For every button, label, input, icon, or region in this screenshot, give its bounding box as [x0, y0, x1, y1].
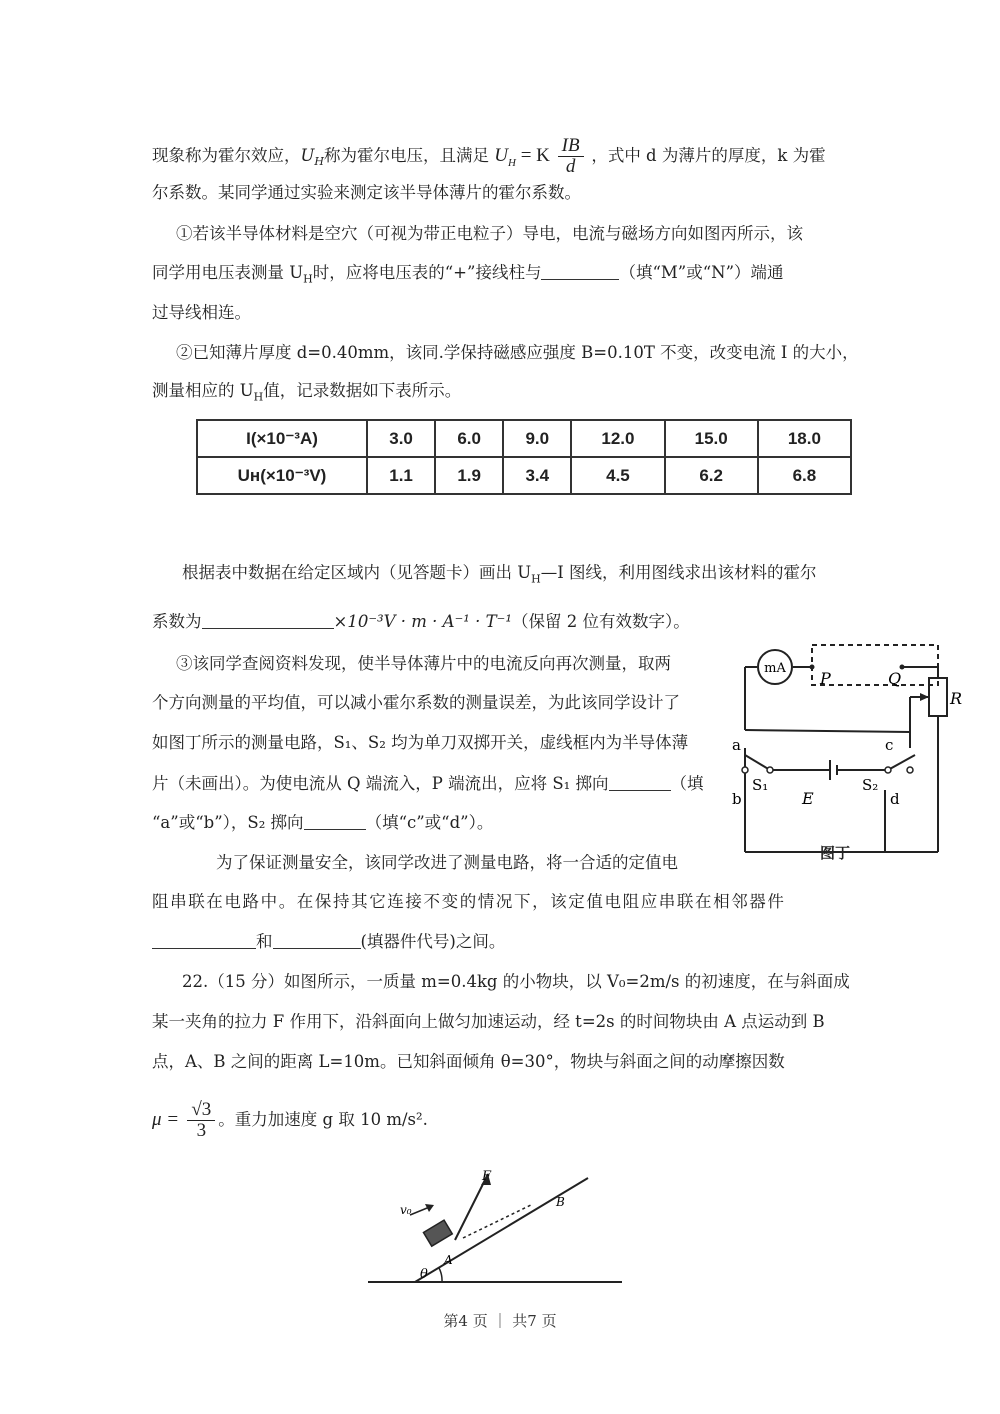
formula-denominator: d [565, 156, 576, 177]
problem-22-line: 某一夹角的拉力 F 作用下，沿斜面向上做匀加速运动，经 t=2s 的时间物块由 A 点运动到 B [152, 1012, 825, 1031]
text-segment: “a”或“b”），S₂ 掷向 [152, 813, 304, 832]
text-segment: 。重力加速度 g 取 10 m/s². [218, 1110, 428, 1129]
table-header-voltage: Uн(×10⁻³V) [197, 457, 367, 494]
table-row [197, 457, 851, 494]
text-segment: （填 [670, 774, 704, 793]
text-segment: （填“M”或“N”）端通 [619, 263, 784, 282]
table-cell: 1.1 [367, 457, 435, 494]
paragraph-hall-definition [152, 136, 826, 177]
answer-blank-component-1[interactable] [152, 932, 256, 949]
text-segment: ，式中 d 为薄片的厚度，k 为霍 [591, 145, 826, 165]
label-d: d [890, 790, 900, 808]
text-segment: 现象称为霍尔效应， [152, 145, 301, 165]
subscript: H [531, 572, 541, 586]
answer-blank-component-2[interactable] [273, 932, 361, 949]
text-segment: 时，应将电压表的“+”接线柱与 [312, 263, 542, 282]
formula-fraction [558, 136, 584, 177]
symbol-uh: U [300, 145, 315, 165]
text-segment: 根据表中数据在给定区域内（见答题卡）画出 U [182, 563, 532, 582]
meter-label: mA [764, 661, 786, 676]
table-cell: 12.0 [571, 420, 664, 457]
label-R: R [950, 689, 963, 708]
problem-22-line: 22.（15 分）如图所示，一质量 m=0.4kg 的小物块，以 V₀=2m/s 的初速度，在与斜面成 [182, 972, 850, 991]
text-segment: 称为霍尔电压，且满足 [324, 145, 489, 165]
subscript: H [253, 390, 264, 404]
hall-formula [494, 135, 591, 177]
question-2-line [152, 612, 690, 632]
text-segment: 同学用电压表测量 U [152, 263, 304, 282]
label-S2: S₂ [862, 776, 879, 794]
label-E: E [802, 789, 814, 808]
text-segment: 和 [256, 932, 273, 951]
label-F: F [482, 1169, 492, 1184]
table-cell: 15.0 [665, 420, 758, 457]
block [423, 1220, 452, 1246]
slider-arrow-icon [920, 693, 929, 701]
measurement-table [196, 419, 852, 495]
text-segment: 系数为 [152, 612, 202, 631]
table-header-current: I(×10⁻³A) [197, 420, 367, 457]
incline-diagram [360, 1160, 630, 1286]
question-3-line: ③该同学查阅资料发现，使半导体薄片中的电流反向再次测量，取两 [176, 654, 671, 673]
answer-blank-terminal[interactable] [541, 263, 619, 280]
figure-caption: 图丁 [820, 844, 851, 862]
question-3-line: 个方向测量的平均值，可以减小霍尔系数的测量误差，为此该同学设计了 [152, 693, 680, 712]
label-S1: S₁ [752, 776, 769, 794]
question-1-line: ①若该半导体材料是空穴（可视为带正电粒子）导电，电流与磁场方向如图丙所示，该 [176, 224, 803, 243]
mu-fraction [187, 1100, 215, 1141]
answer-blank-s2[interactable] [304, 813, 366, 830]
text-segment: （保留 2 位有效数字）。 [511, 612, 690, 631]
table-cell: 3.0 [367, 420, 435, 457]
table-cell: 1.9 [435, 457, 503, 494]
question-2-line [182, 563, 817, 589]
table-cell: 6.8 [758, 457, 851, 494]
problem-22-line [152, 1100, 428, 1141]
text-segment: 值，记录数据如下表所示。 [263, 381, 462, 400]
question-2-line: ②已知薄片厚度 d=0.40mm，该同.学保持磁感应强度 B=0.10T 不变，改变电流 I 的大小， [176, 343, 859, 362]
label-B: B [556, 1195, 565, 1209]
paragraph-line: 尔系数。某同学通过实验来测定该半导体薄片的霍尔系数。 [152, 183, 581, 202]
label-c: c [885, 736, 894, 754]
text-segment: —I 图线，利用图线求出该材料的霍尔 [540, 563, 817, 582]
table-cell: 18.0 [758, 420, 851, 457]
subscript: H [314, 155, 324, 169]
table-cell: 9.0 [503, 420, 571, 457]
mu-numerator: √3 [187, 1100, 215, 1121]
formula-eq: = K [520, 144, 550, 166]
question-4-line: 为了保证测量安全，该同学改进了测量电路，将一合适的定值电 [216, 853, 678, 872]
formula-lhs-sub: H [507, 156, 516, 169]
question-2-line [152, 381, 461, 407]
table-cell: 6.2 [665, 457, 758, 494]
text-segment: (填器件代号)之间。 [360, 932, 506, 951]
table-cell: 4.5 [571, 457, 664, 494]
question-3-line: 如图丁所示的测量电路，S₁、S₂ 均为单刀双掷开关，虚线框内为半导体薄 [152, 733, 689, 752]
label-b: b [732, 790, 742, 808]
semiconductor-box [812, 645, 938, 685]
mu-denominator: 3 [196, 1120, 207, 1141]
formula-lhs: U [494, 144, 508, 166]
problem-22-line: 点，A、B 之间的距离 L=10m。已知斜面倾角 θ=30°，物块与斜面之间的动摩擦因数 [152, 1052, 785, 1071]
text-segment: 测量相应的 U [152, 381, 254, 400]
question-3-line [152, 813, 493, 833]
circuit-diagram [720, 640, 970, 870]
subscript: H [303, 272, 313, 286]
answer-blank-hall-coefficient[interactable] [202, 612, 334, 629]
label-Q: Q [888, 669, 902, 688]
text-segment: 片（未画出）。为使电流从 Q 端流入，P 端流出，应将 S₁ 掷向 [152, 774, 609, 793]
label-a: a [732, 736, 741, 754]
label-P: P [820, 669, 831, 688]
answer-blank-s1[interactable] [609, 774, 671, 791]
question-4-line [152, 932, 505, 952]
formula-numerator: IB [558, 136, 584, 157]
label-theta: θ [420, 1267, 428, 1282]
table-row [197, 420, 851, 457]
page-footer: 第4 页 ｜ 共7 页 [443, 1312, 557, 1330]
mu-symbol: μ = [152, 1109, 180, 1130]
table-cell: 6.0 [435, 420, 503, 457]
question-4-line: 阻串联在电路中。在保持其它连接不变的情况下，该定值电阻应串联在相邻器件 [152, 892, 786, 911]
label-A: A [444, 1253, 453, 1267]
unit-text: ×10⁻³V · m · A⁻¹ · T⁻¹ [333, 612, 512, 631]
question-1-line [152, 263, 784, 289]
question-3-line [152, 774, 704, 794]
table-cell: 3.4 [503, 457, 571, 494]
question-1-line: 过导线相连。 [152, 303, 251, 322]
label-v0: v₀ [400, 1203, 412, 1217]
text-segment: （填“c”或“d”）。 [365, 813, 494, 832]
